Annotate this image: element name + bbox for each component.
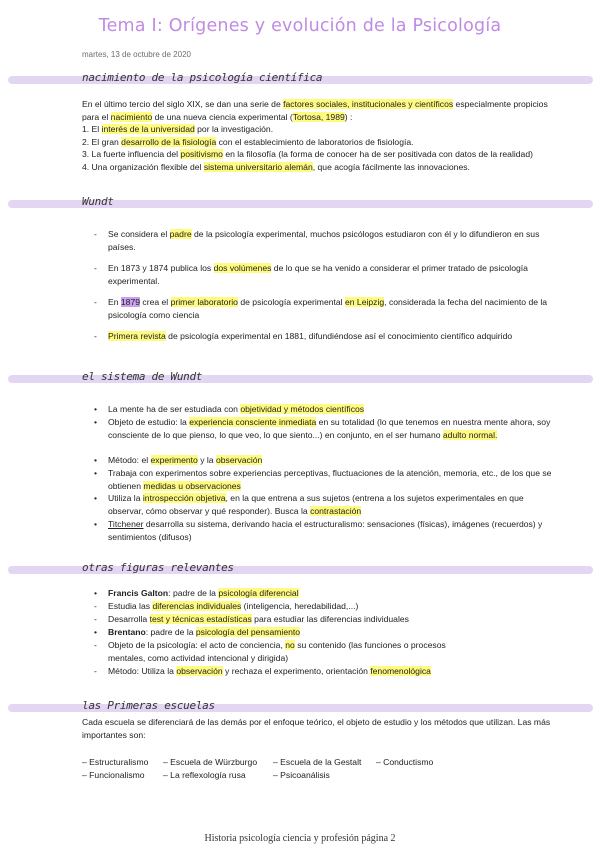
nacimiento-text: En el último tercio del siglo XIX, se dan una serie de factores sociales, institucionales y científicos especialmente propicios para el nacimiento de una nueva ciencia experimental (Tortosa, 1989) : 1. El interés de la universidad por la investigación. 2. El gran desarrollo de la fisiología con el establecimiento de laboratorios de fisiología. 3. La fuerte influencia del positivismo en la filosofía (la forma de conocer ha de ser positivada con datos de la realidad) 4. Una organización flexible del sistema universitario alemán, que acogía fácilmente las innovaciones. xyxy=(82,99,548,172)
school-item: – Escuela de Würzburgo xyxy=(163,757,258,767)
school-item: – Estructuralismo xyxy=(82,757,149,767)
list-item: - Se considera el padre de la psicología experimental, muchos psicólogos estudiaron con él y lo difundieron en sus países. xyxy=(94,229,540,252)
list-item: - Desarrolla test y técnicas estadísticas para estudiar las diferencias individuales xyxy=(94,614,409,624)
list-item: - En 1879 crea el primer laboratorio de psicología experimental en Leipzig, considerada la fecha del nacimiento de la psicología como ciencia xyxy=(94,297,548,320)
section-heading-nacimiento: nacimiento de la psicología científica xyxy=(82,71,323,84)
school-item: – Conductismo xyxy=(376,757,434,767)
list-item: • Brentano: padre de la psicología del pensamiento xyxy=(94,627,301,637)
section-heading-sistema: el sistema de Wundt xyxy=(82,370,203,383)
page-date: martes, 13 de octubre de 2020 xyxy=(82,50,191,59)
school-item: – La reflexología rusa xyxy=(163,770,246,780)
list-item: - Método: Utiliza la observación y rechaza el experimento, orientación fenomenológica xyxy=(94,666,431,676)
list-item: - En 1873 y 1874 publica los dos volúmenes de lo que se ha venido a considerar el primer tratado de psicología experimental. xyxy=(94,263,528,286)
page-footer: Historia psicología ciencia y profesión página 2 xyxy=(204,833,396,844)
school-item: – Funcionalismo xyxy=(82,770,145,780)
list-item: - Primera revista de psicología experimental en 1881, difundiéndose así el conocimiento científico adquirido xyxy=(94,331,513,341)
section-heading-wundt: Wundt xyxy=(82,195,114,208)
list-item: - Objeto de la psicología: el acto de conciencia, no su contenido (las funciones o procesos mentales, como actividad intencional y dirigida) xyxy=(94,640,446,663)
escuelas-intro: Cada escuela se diferenciará de las demás por el enfoque teórico, el objeto de estudio y los métodos que utilizan. Las más importantes son: xyxy=(82,717,551,740)
list-item: • Utiliza la introspección objetiva, en la que entrena a sus sujetos (entrena a los sujetos experimentales en que observar, cómo observar y qué responder). Busca la contrastación xyxy=(94,493,524,516)
school-item: – Psicoanálisis xyxy=(273,770,330,780)
list-item: • Titchener desarrolla su sistema, derivando hacia el estructuralismo: sensaciones (físicas), imágenes (recuerdos) y sentimientos (difusos) xyxy=(94,519,543,542)
list-item: • Objeto de estudio: la experiencia consciente inmediata en su totalidad (lo que tenemos en nuestra mente ahora, soy consciente de lo que pienso, lo que veo, lo que siento...) en conjunto, en el ser humano adulto normal. xyxy=(94,417,551,440)
section-heading-escuelas: las Primeras escuelas xyxy=(82,699,215,712)
list-item: • Trabaja con experimentos sobre experiencias perceptivas, fluctuaciones de la atención, memoria, etc., de los que se obtienen medidas u observaciones xyxy=(94,468,552,491)
list-item: - Estudia las diferencias individuales (inteligencia, heredabilidad,...) xyxy=(94,601,359,611)
list-item: • Francis Galton: padre de la psicología diferencial xyxy=(94,588,299,598)
section-heading-otras: otras figuras relevantes xyxy=(82,561,234,574)
school-item: – Escuela de la Gestalt xyxy=(273,757,362,767)
list-item: • Método: el experimento y la observación xyxy=(94,455,263,465)
list-item: • La mente ha de ser estudiada con objetividad y métodos científicos xyxy=(94,404,365,414)
page-title: Tema I: Orígenes y evolución de la Psicología xyxy=(98,16,502,36)
